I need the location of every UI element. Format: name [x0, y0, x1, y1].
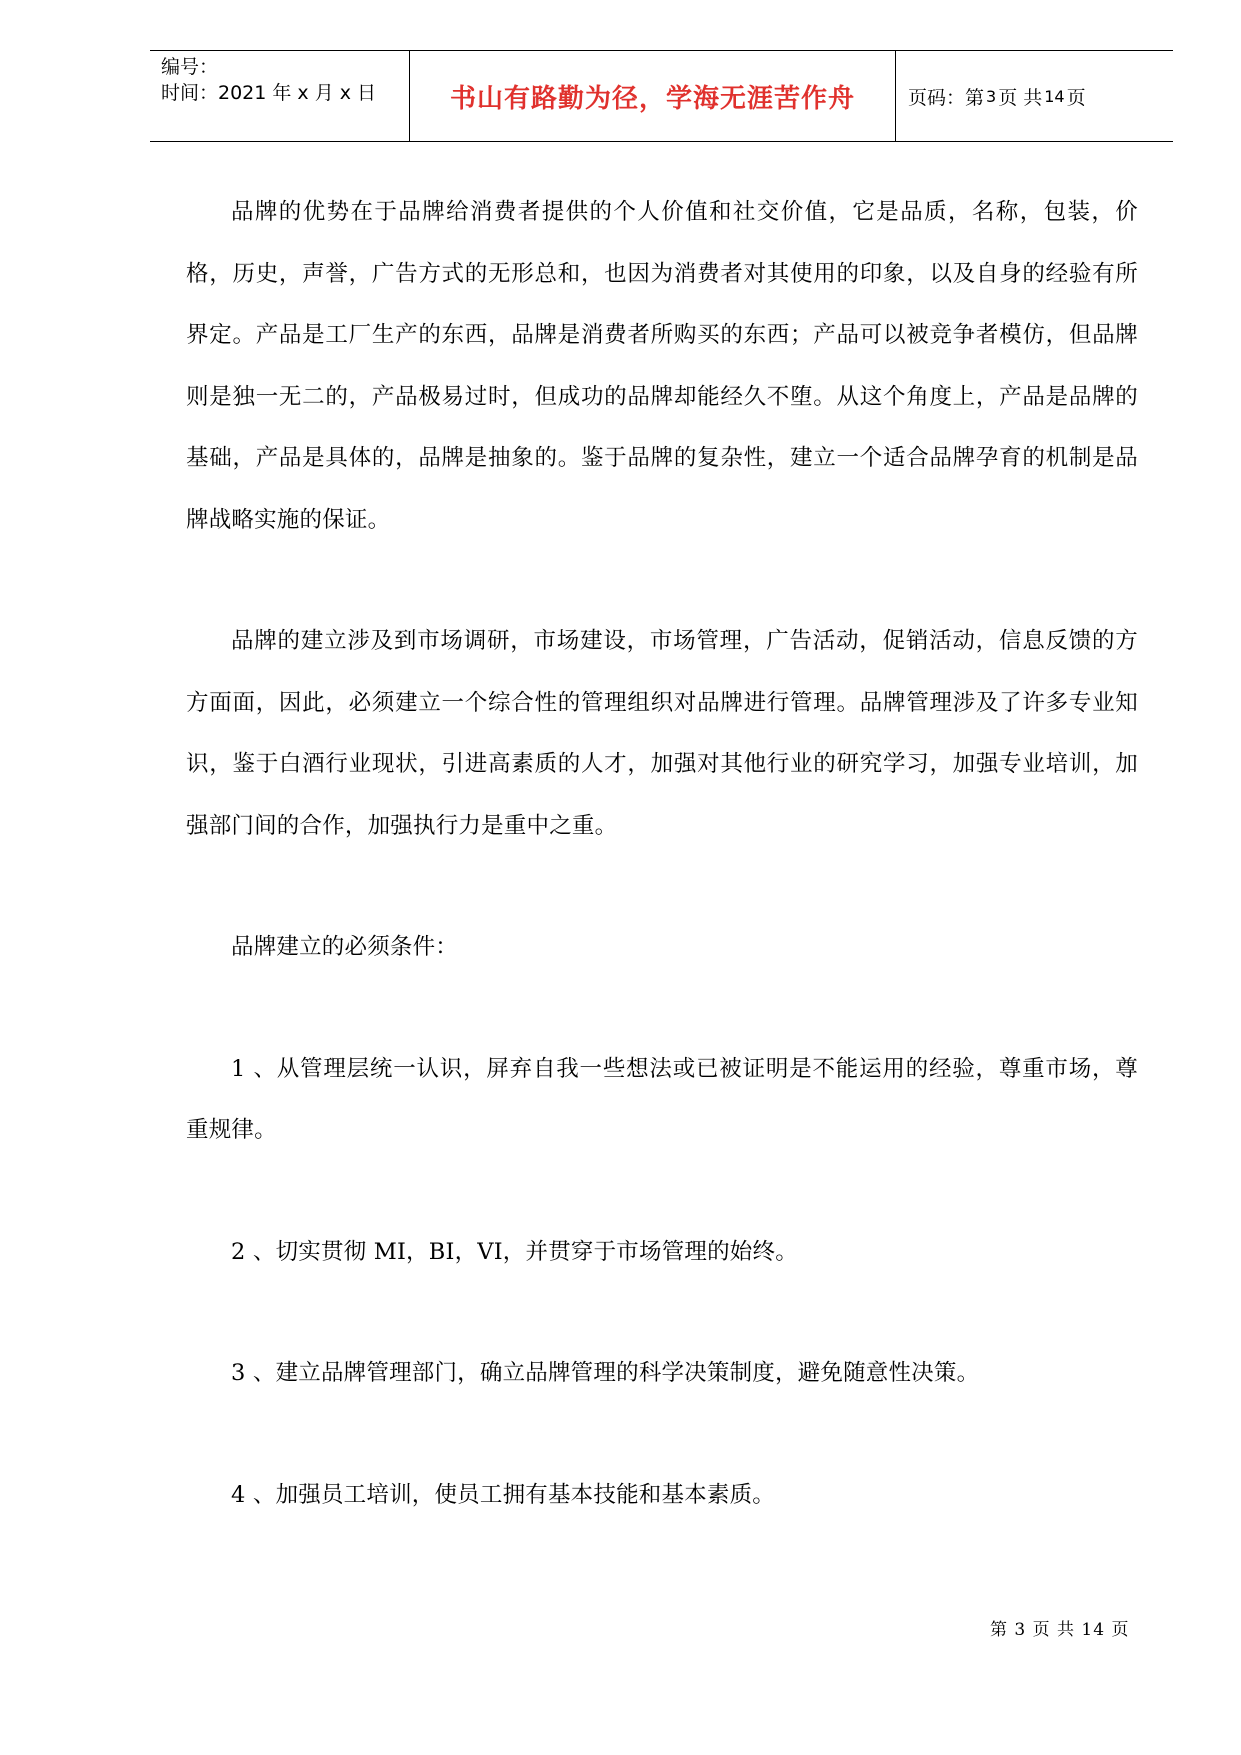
spacer: [186, 1283, 1138, 1343]
list-item-condition-1: 1 、从管理层统一认识，屏弃自我一些想法或已被证明是不能运用的经验，尊重市场，尊重规律。: [186, 1055, 1138, 1143]
header-page-info: [896, 51, 1173, 141]
page-total: 14: [1044, 86, 1065, 106]
time-label: 时间：2021 年 x 月 x 日: [161, 82, 377, 104]
page-suffix: 页: [1066, 86, 1086, 109]
spacer: [186, 979, 1138, 1039]
page-current: 3: [986, 86, 997, 106]
spacer: [186, 857, 1138, 917]
document-body: [186, 182, 1138, 1526]
list-item-condition-3: 3 、建立品牌管理部门，确立品牌管理的科学决策制度，避免随意性决策。: [231, 1360, 980, 1386]
serial-label: 编号：: [161, 56, 219, 78]
list-item-condition-4: 4 、加强员工培训，使员工拥有基本技能和基本素质。: [231, 1481, 775, 1508]
page-prefix: 页码：第: [908, 86, 985, 109]
page-header: [150, 50, 1173, 142]
spacer: [186, 551, 1138, 611]
paragraph-brand-advantage: 品牌的优势在于品牌给消费者提供的个人价值和社交价值，它是品质，名称，包装，价格，历史，声誉，广告方式的无形总和，也因为消费者对其使用的印象，以及自身的经验有所界定。产品是工厂生产的东西，品牌是消费者所购买的东西；产品可以被竞争者模仿，但品牌则是独一无二的，产品极易过时，但成功的品牌却能经久不堕。从这个角度上，产品是品牌的基础，产品是具体的，品牌是抽象的。鉴于品牌的复杂性，建立一个适合品牌孕育的机制是品牌战略实施的保证。: [186, 199, 1138, 533]
spacer: [186, 1162, 1138, 1222]
header-motto: 书山有路勤为径，学海无涯苦作舟: [410, 51, 896, 141]
page-mid: 页 共: [998, 86, 1043, 109]
page-footer: 第 3 页 共 14 页: [990, 1620, 1130, 1640]
list-item-condition-2: 2 、切实贯彻 MI，BI，VI，并贯穿于市场管理的始终。: [231, 1238, 798, 1265]
paragraph-brand-building: 品牌的建立涉及到市场调研，市场建设，市场管理，广告活动，促销活动，信息反馈的方方面面，因此，必须建立一个综合性的管理组织对品牌进行管理。品牌管理涉及了许多专业知识，鉴于白酒行业现状，引进高素质的人才，加强对其他行业的研究学习，加强专业培训，加强部门间的合作，加强执行力是重中之重。: [186, 628, 1138, 839]
header-meta: [150, 51, 410, 141]
paragraph-conditions-heading: 品牌建立的必须条件：: [231, 934, 459, 960]
spacer: [186, 1405, 1138, 1465]
